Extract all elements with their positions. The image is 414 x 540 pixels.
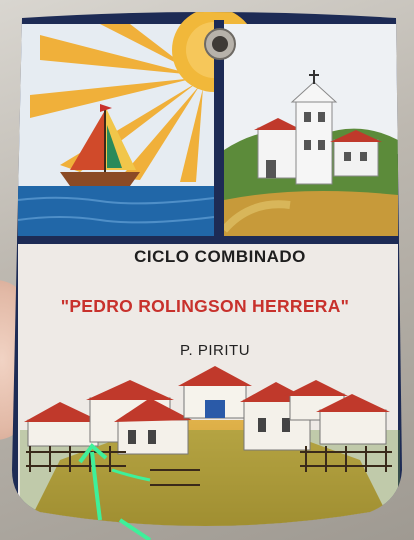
badge-line-ciclo: CICLO COMBINADO <box>134 247 306 266</box>
badge-line-school-name: "PEDRO ROLINGSON HERRERA" <box>60 296 350 316</box>
badge-line-location: P. PIRITU <box>179 342 251 359</box>
sea <box>18 186 214 236</box>
eyelet-icon <box>205 29 235 59</box>
panel-divider-horizontal <box>14 236 404 244</box>
